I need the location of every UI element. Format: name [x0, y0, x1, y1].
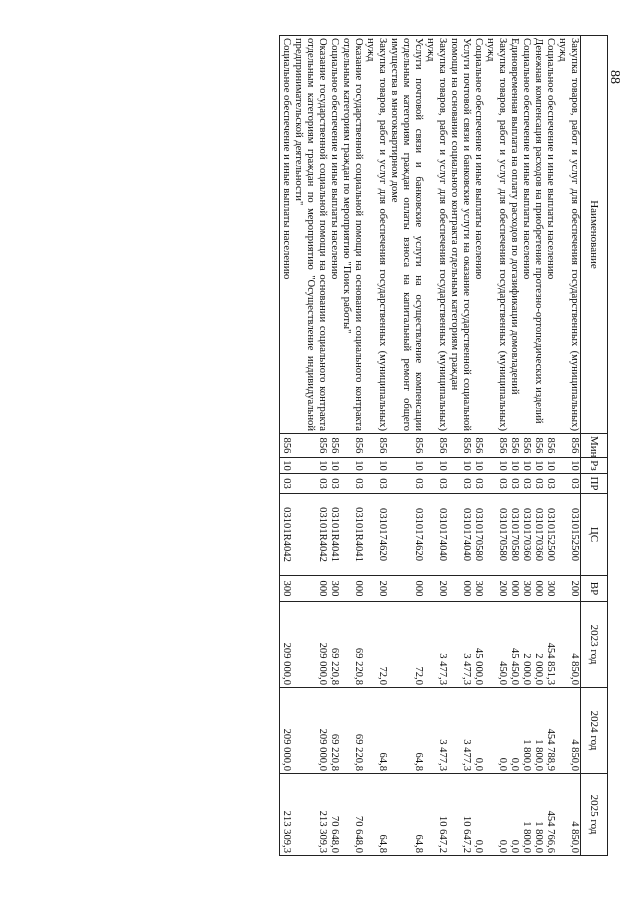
table-row: [424, 36, 448, 856]
cell-y2024: 3 477,3: [424, 688, 448, 774]
cell-rz: 10: [340, 458, 364, 474]
cell-min: 856: [472, 434, 484, 458]
cell-y2024: 1 800,0: [532, 688, 544, 774]
cell-cs: 0310152500: [544, 494, 556, 576]
table-row: [532, 36, 544, 856]
cell-y2024: 0,0: [472, 688, 484, 774]
cell-vr: 200: [364, 576, 388, 602]
cell-cs: 03101R4041: [340, 494, 364, 576]
cell-min: 856: [556, 434, 581, 458]
cell-cs: 0310170580: [508, 494, 520, 576]
cell-pr: 03: [532, 474, 544, 494]
page-number: 88: [607, 70, 622, 84]
cell-name: Оказание государственной социальной помощи на основании социального контракта отдельным категориям граждан по мероприятию "Осуществление индивидуальной предпринимательской деятельности": [292, 36, 328, 434]
cell-y2023: 450,0: [484, 602, 508, 688]
cell-y2023: 72,0: [388, 602, 424, 688]
cell-cs: 0310170360: [520, 494, 532, 576]
cell-min: 856: [484, 434, 508, 458]
table-row: [544, 36, 556, 856]
cell-pr: 03: [448, 474, 472, 494]
cell-cs: 03101R4042: [292, 494, 328, 576]
cell-y2025: 0,0: [472, 774, 484, 856]
cell-y2025: 70 648,0: [328, 774, 340, 856]
cell-pr: 03: [292, 474, 328, 494]
cell-min: 856: [388, 434, 424, 458]
cell-rz: 10: [508, 458, 520, 474]
cell-y2024: 64,8: [364, 688, 388, 774]
header-2025: 2025 год: [581, 774, 608, 856]
cell-y2025: 1 800,0: [520, 774, 532, 856]
cell-pr: 03: [508, 474, 520, 494]
cell-cs: 0310174040: [424, 494, 448, 576]
cell-vr: 000: [388, 576, 424, 602]
cell-name: Услуги почтовой связи и банковские услуги на осуществление компенсации отдельным категориям граждан оплаты взноса на капитальный ремонт общего имущества в многоквартирном доме: [388, 36, 424, 434]
cell-min: 856: [364, 434, 388, 458]
cell-vr: 300: [544, 576, 556, 602]
cell-rz: 10: [484, 458, 508, 474]
cell-rz: 10: [280, 458, 293, 474]
cell-vr: 000: [508, 576, 520, 602]
cell-min: 856: [328, 434, 340, 458]
cell-pr: 03: [556, 474, 581, 494]
cell-vr: 300: [520, 576, 532, 602]
cell-min: 856: [424, 434, 448, 458]
cell-cs: 0310174620: [388, 494, 424, 576]
cell-name: Денежная компенсация расходов на приобретение протезно-ортопедических изделий: [532, 36, 544, 434]
cell-vr: 200: [484, 576, 508, 602]
cell-y2023: 209 000,0: [280, 602, 293, 688]
cell-pr: 03: [520, 474, 532, 494]
table-row: [472, 36, 484, 856]
table-row: [340, 36, 364, 856]
cell-rz: 10: [544, 458, 556, 474]
table-row: [364, 36, 388, 856]
cell-cs: 0310174040: [448, 494, 472, 576]
cell-rz: 10: [556, 458, 581, 474]
cell-cs: 03101R4042: [280, 494, 293, 576]
table-header-row: [581, 36, 608, 856]
cell-name: Социальное обеспечение и иные выплаты населению: [544, 36, 556, 434]
cell-pr: 03: [340, 474, 364, 494]
header-pr: ПР: [581, 474, 608, 494]
cell-y2024: 69 220,8: [328, 688, 340, 774]
cell-name: Закупка товаров, работ и услуг для обеспечения государственных (муниципальных) нужд: [484, 36, 508, 434]
cell-y2024: 0,0: [484, 688, 508, 774]
cell-vr: 200: [556, 576, 581, 602]
cell-name: Закупка товаров, работ и услуг для обеспечения государственных (муниципальных) нужд: [364, 36, 388, 434]
rotated-page-content: [128, 35, 608, 895]
cell-name: Социальное обеспечение и иные выплаты населению: [520, 36, 532, 434]
cell-min: 856: [520, 434, 532, 458]
header-2024: 2024 год: [581, 688, 608, 774]
header-rz: Рз: [581, 458, 608, 474]
cell-rz: 10: [472, 458, 484, 474]
cell-vr: 300: [328, 576, 340, 602]
cell-vr: 000: [340, 576, 364, 602]
table-body: [280, 36, 581, 856]
cell-name: Закупка товаров, работ и услуг для обеспечения государственных (муниципальных) нужд: [556, 36, 581, 434]
cell-pr: 03: [424, 474, 448, 494]
cell-pr: 03: [364, 474, 388, 494]
header-2023: 2023 год: [581, 602, 608, 688]
cell-vr: 000: [532, 576, 544, 602]
cell-y2023: 4 850,0: [556, 602, 581, 688]
cell-cs: 0310170360: [532, 494, 544, 576]
cell-vr: 000: [448, 576, 472, 602]
cell-y2023: 209 000,0: [292, 602, 328, 688]
cell-rz: 10: [424, 458, 448, 474]
cell-rz: 10: [364, 458, 388, 474]
cell-name: Социальное обеспечение и иные выплаты населению: [328, 36, 340, 434]
cell-pr: 03: [484, 474, 508, 494]
cell-y2025: 70 648,0: [340, 774, 364, 856]
cell-y2024: 64,8: [388, 688, 424, 774]
cell-name: Единовременная выплата на оплату расходов по догазификации домовладений: [508, 36, 520, 434]
cell-y2024: 209 000,0: [292, 688, 328, 774]
cell-min: 856: [532, 434, 544, 458]
cell-y2023: 45 000,0: [472, 602, 484, 688]
cell-vr: 200: [424, 576, 448, 602]
cell-name: Оказание государственной социальной помощи на основании социального контракта отдельным категориям граждан по мероприятию "Поиск работы": [340, 36, 364, 434]
cell-vr: 300: [472, 576, 484, 602]
cell-rz: 10: [532, 458, 544, 474]
cell-rz: 10: [520, 458, 532, 474]
cell-pr: 03: [280, 474, 293, 494]
cell-rz: 10: [328, 458, 340, 474]
cell-cs: 0310170580: [484, 494, 508, 576]
table-row: [388, 36, 424, 856]
table-row: [520, 36, 532, 856]
cell-y2023: 72,0: [364, 602, 388, 688]
cell-cs: 0310152500: [556, 494, 581, 576]
table-row: [556, 36, 581, 856]
cell-min: 856: [292, 434, 328, 458]
cell-y2025: 213 309,3: [292, 774, 328, 856]
cell-min: 856: [544, 434, 556, 458]
cell-y2024: 454 788,9: [544, 688, 556, 774]
cell-y2024: 1 800,0: [520, 688, 532, 774]
cell-pr: 03: [472, 474, 484, 494]
cell-y2025: 0,0: [484, 774, 508, 856]
table-row: [280, 36, 293, 856]
cell-vr: 300: [280, 576, 293, 602]
cell-y2023: 45 450,0: [508, 602, 520, 688]
cell-y2025: 64,8: [388, 774, 424, 856]
cell-pr: 03: [328, 474, 340, 494]
cell-pr: 03: [544, 474, 556, 494]
cell-y2025: 10 647,2: [448, 774, 472, 856]
cell-cs: 0310174620: [364, 494, 388, 576]
cell-y2025: 64,8: [364, 774, 388, 856]
cell-y2023: 3 477,3: [448, 602, 472, 688]
cell-y2025: 1 800,0: [532, 774, 544, 856]
cell-y2023: 2 000,0: [520, 602, 532, 688]
cell-rz: 10: [292, 458, 328, 474]
cell-y2024: 0,0: [508, 688, 520, 774]
cell-y2023: 69 220,8: [328, 602, 340, 688]
header-vr: ВР: [581, 576, 608, 602]
cell-y2025: 213 309,3: [280, 774, 293, 856]
cell-name: Закупка товаров, работ и услуг для обеспечения государственных (муниципальных) нужд: [424, 36, 448, 434]
cell-rz: 10: [388, 458, 424, 474]
cell-min: 856: [280, 434, 293, 458]
cell-y2025: 10 647,2: [424, 774, 448, 856]
header-cs: ЦС: [581, 494, 608, 576]
cell-y2024: 4 850,0: [556, 688, 581, 774]
cell-y2023: 2 000,0: [532, 602, 544, 688]
cell-vr: 000: [292, 576, 328, 602]
header-name: Наименование: [581, 36, 608, 434]
cell-name: Услуги почтовой связи и банковские услуги на оказание государственной социальной помощи на основании социального контракта отдельным категориям граждан: [448, 36, 472, 434]
header-min: Мин: [581, 434, 608, 458]
cell-y2025: 454 766,6: [544, 774, 556, 856]
cell-y2024: 69 220,8: [340, 688, 364, 774]
cell-pr: 03: [388, 474, 424, 494]
cell-rz: 10: [448, 458, 472, 474]
table-row: [328, 36, 340, 856]
cell-y2023: 454 851,3: [544, 602, 556, 688]
cell-y2023: 3 477,3: [424, 602, 448, 688]
cell-min: 856: [448, 434, 472, 458]
cell-cs: 03101R4041: [328, 494, 340, 576]
table-row: [508, 36, 520, 856]
table-row: [292, 36, 328, 856]
table-row: [484, 36, 508, 856]
cell-name: Социальное обеспечение и иные выплаты населению: [472, 36, 484, 434]
cell-name: Социальное обеспечение и иные выплаты населению: [280, 36, 293, 434]
table-row: [448, 36, 472, 856]
budget-table: [279, 35, 608, 856]
cell-y2023: 69 220,8: [340, 602, 364, 688]
cell-min: 856: [508, 434, 520, 458]
cell-min: 856: [340, 434, 364, 458]
cell-cs: 0310170580: [472, 494, 484, 576]
cell-y2025: 0,0: [508, 774, 520, 856]
cell-y2024: 209 000,0: [280, 688, 293, 774]
cell-y2024: 3 477,3: [448, 688, 472, 774]
cell-y2025: 4 850,0: [556, 774, 581, 856]
